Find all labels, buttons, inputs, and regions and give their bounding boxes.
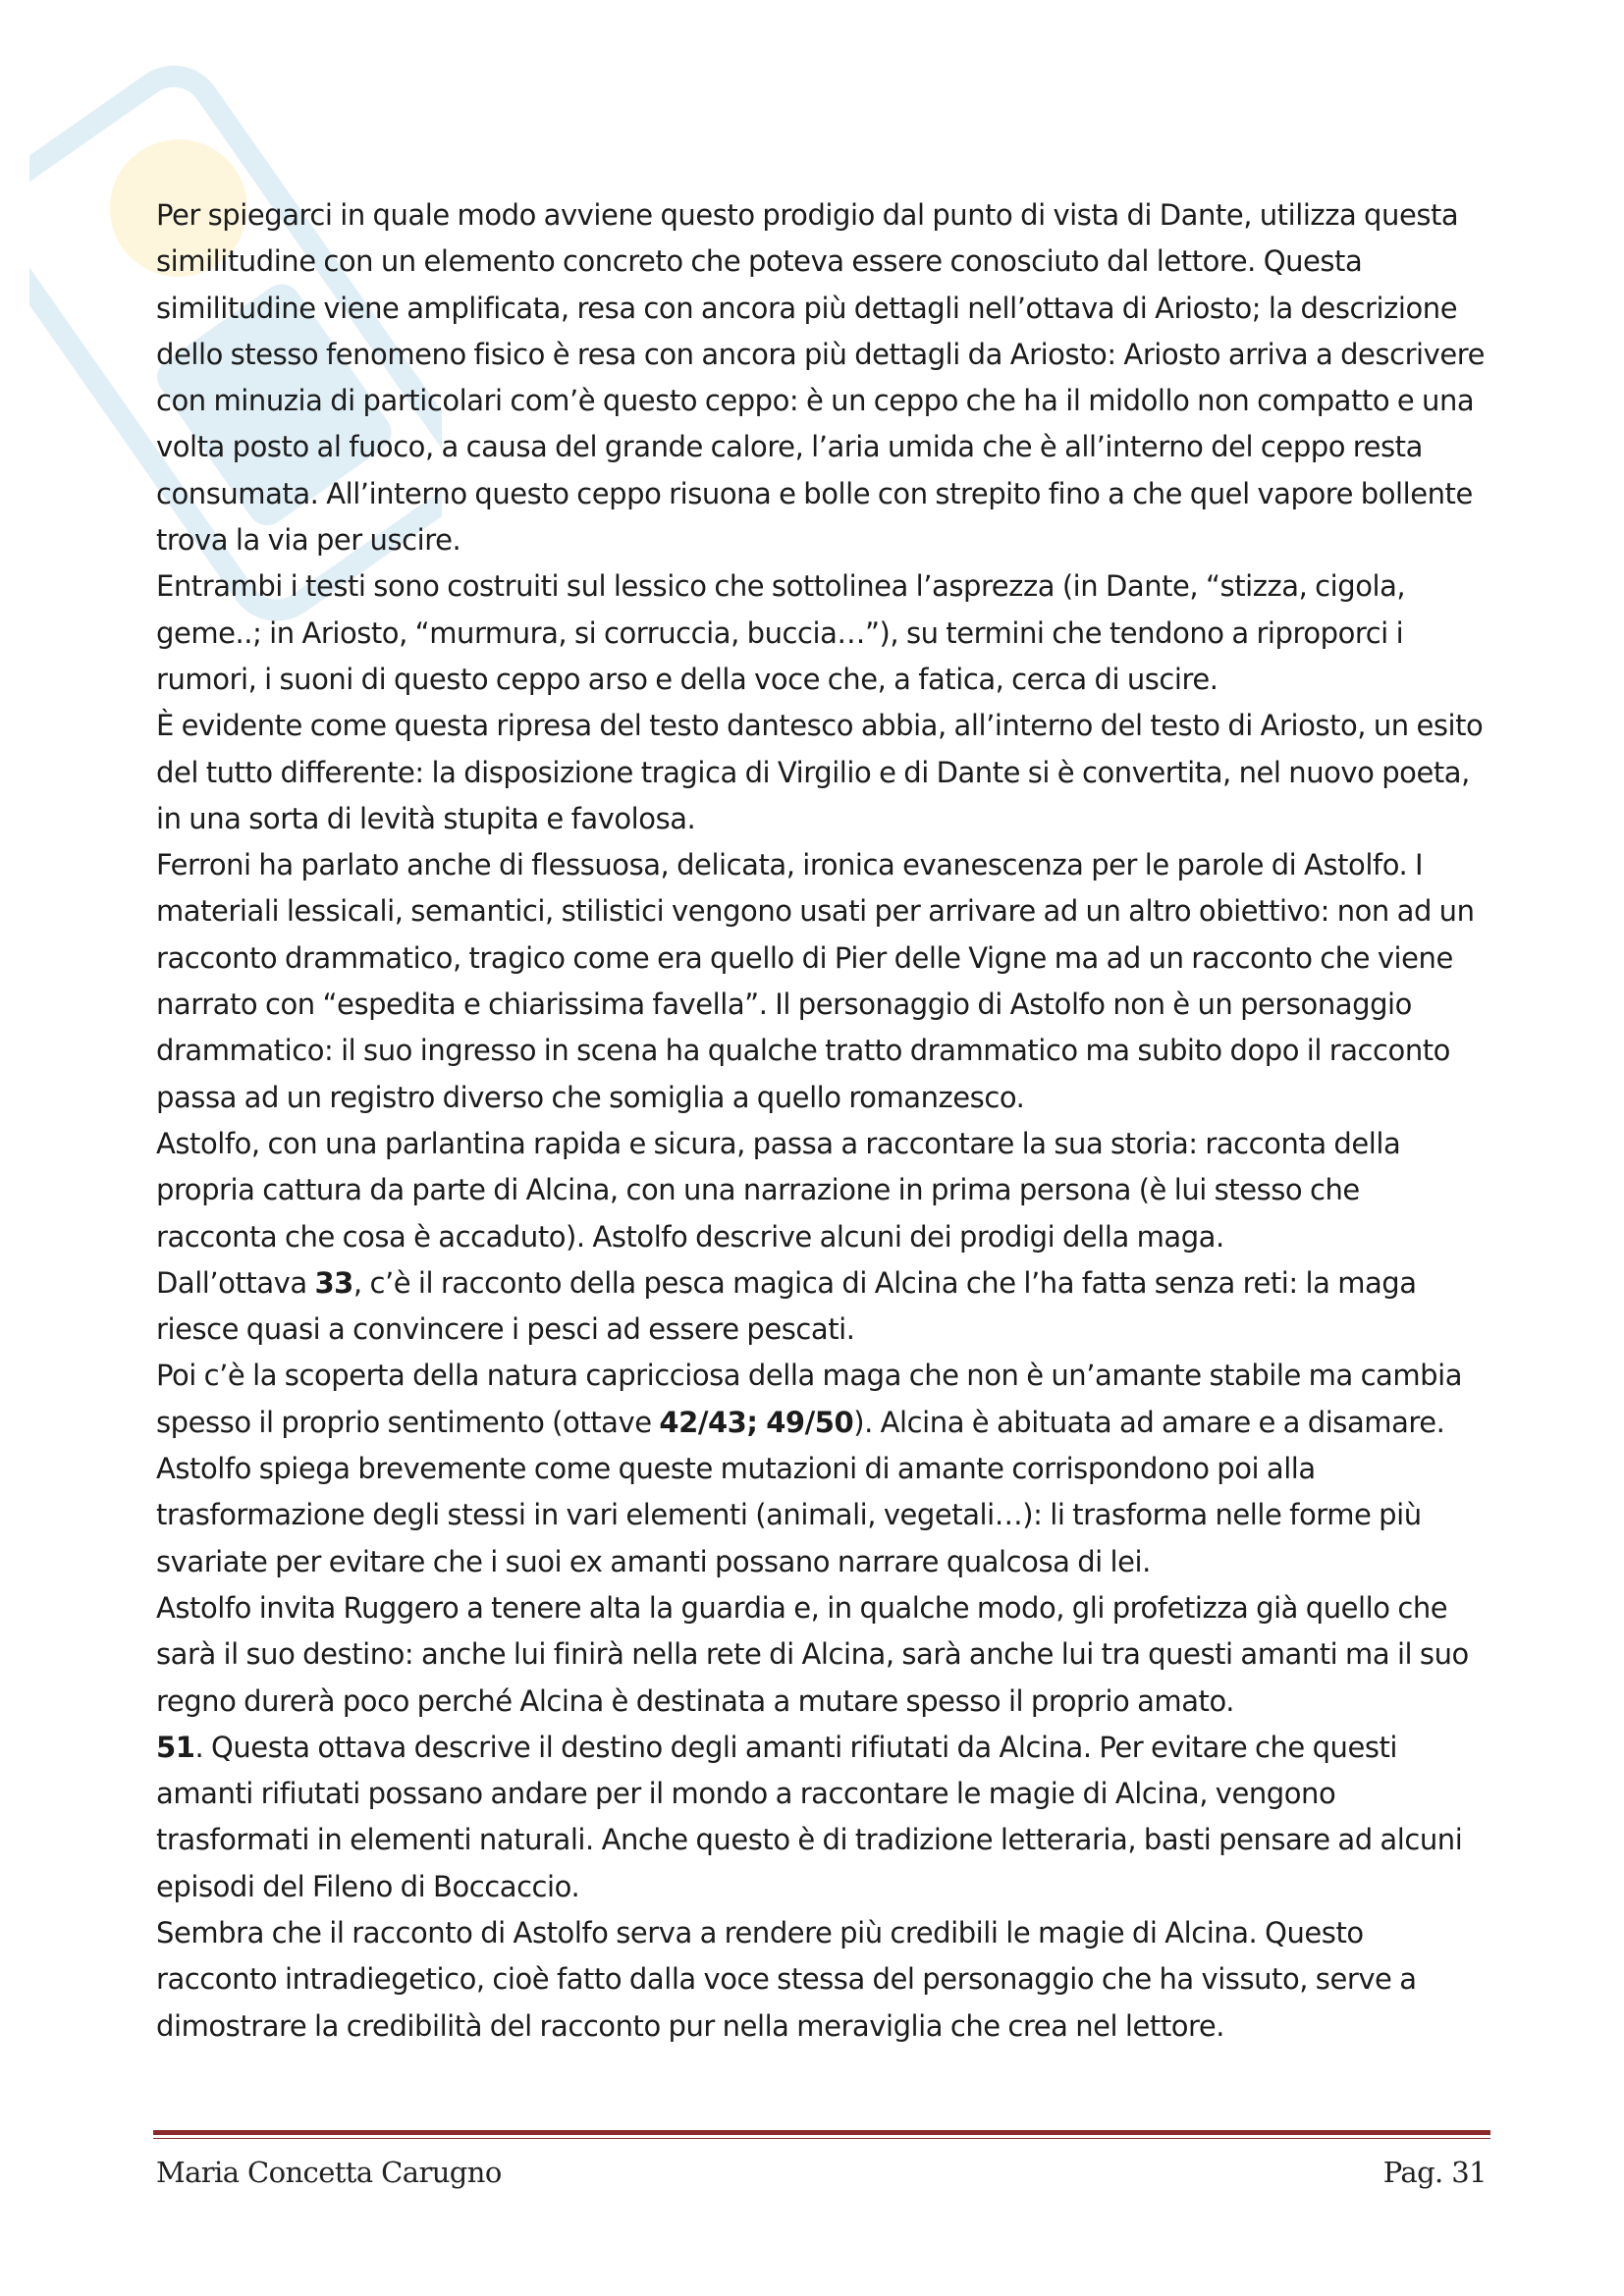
paragraph: Entrambi i testi sono costruiti sul lessico che sottolinea l’asprezza (in Dante, “stizza, cigola, geme..; in Ariosto, “murmura, si corruccia, buccia…”), su termini che tendono a riproporci i rumori, i suoni di questo ceppo arso e della voce che, a fatica, cerca di uscire.: [156, 569, 1406, 696]
paragraph: È evidente come questa ripresa del testo dantesco abbia, all’interno del testo di Ariosto, un esito del tutto differente: la disposizione tragica di Virgilio e di Dante si è convertita, nel nuovo poeta, in una sorta di levità stupita e favolosa.: [156, 709, 1484, 835]
paragraph: Dall’ottava 33, c’è il racconto della pesca magica di Alcina che l’ha fatta senza reti: la maga riesce quasi a convincere i pesci ad essere pescati.: [156, 1265, 1417, 1347]
page-number: Pag. 31: [1382, 2156, 1487, 2189]
paragraph: Sembra che il racconto di Astolfo serva a rendere più credibili le magie di Alcina. Questo racconto intradiegetico, cioè fatto dalla voce stessa del personaggio che ha vissuto, serve a dimostrare la credibilità del racconto pur nella meraviglia che crea nel lettore.: [156, 1915, 1417, 2043]
paragraph: Poi c’è la scoperta della natura capricciosa della maga che non è un’amante stabile ma cambia spesso il proprio sentimento (ottave 42/43; 49/50). Alcina è abituata ad amare e a disamare.: [156, 1359, 1463, 1439]
paragraph: 51. Questa ottava descrive il destino degli amanti rifiutati da Alcina. Per evitare che questi amanti rifiutati possano andare per il mondo a raccontare le magie di Alcina, vengono trasformati in elementi naturali. Anche questo è di tradizione letteraria, basti pensare ad alcuni episodi del Fileno di Boccaccio.: [156, 1730, 1463, 1903]
paragraph: Per spiegarci in quale modo avviene questo prodigio dal punto di vista di Dante, utilizza questa similitudine con un elemento concreto che poteva essere conosciuto dal lettore. Questa similitudine viene amplificata, resa con ancora più dettagli nell’ottava di Ariosto; la descrizione dello stesso fenomeno fisico è resa con ancora più dettagli da Ariosto: Ariosto arriva a descrivere con minuzia di particolari com’è questo ceppo: è un ceppo che ha il midollo non compatto e una volta posto al fuoco, a causa del grande calore, l’aria umida che è all’interno del ceppo resta consumata. All’interno questo ceppo risuona e bolle con strepito fino a che quel vapore bollente trova la via per uscire.: [156, 198, 1485, 558]
paragraph: Astolfo, con una parlantina rapida e sicura, passa a raccontare la sua storia: racconta della propria cattura da parte di Alcina, con una narrazione in prima persona (è lui stesso che racconta che cosa è accaduto). Astolfo descrive alcuni dei prodigi della maga.: [156, 1126, 1401, 1254]
paragraph: Ferroni ha parlato anche di flessuosa, delicata, ironica evanescenza per le parole di Astolfo. I materiali lessicali, semantici, stilistici vengono usati per arrivare ad un altro obiettivo: non ad un racconto drammatico, tragico come era quello di Pier delle Vigne ma ad un racconto che viene narrato con “espedita e chiarissima favella”. Il personaggio di Astolfo non è un personaggio drammatico: il suo ingresso in scena ha qualche tratto drammatico ma subito dopo il racconto passa ad un registro diverso che somiglia a quello romanzesco.: [156, 848, 1475, 1114]
footer-divider: [153, 2130, 1490, 2139]
footer-author: Maria Concetta Carugno: [156, 2156, 502, 2189]
paragraph: Astolfo spiega brevemente come queste mutazioni di amante corrispondono poi alla trasformazione degli stessi in vari elementi (animali, vegetali…): li trasforma nelle forme più svariate per evitare che i suoi ex amanti possano narrare qualcosa di lei.: [156, 1452, 1422, 1578]
document-body: [156, 192, 1488, 2050]
ottava-number: 51: [156, 1730, 195, 1764]
paragraph: Astolfo invita Ruggero a tenere alta la guardia e, in qualche modo, gli profetizza già quello che sarà il suo destino: anche lui finirà nella rete di Alcina, sarà anche lui tra questi amanti ma il suo regno durerà poco perché Alcina è destinata a mutare spesso il proprio amato.: [156, 1590, 1469, 1718]
ottava-number: 42/43; 49/50: [659, 1405, 854, 1439]
ottava-number: 33: [314, 1265, 353, 1300]
